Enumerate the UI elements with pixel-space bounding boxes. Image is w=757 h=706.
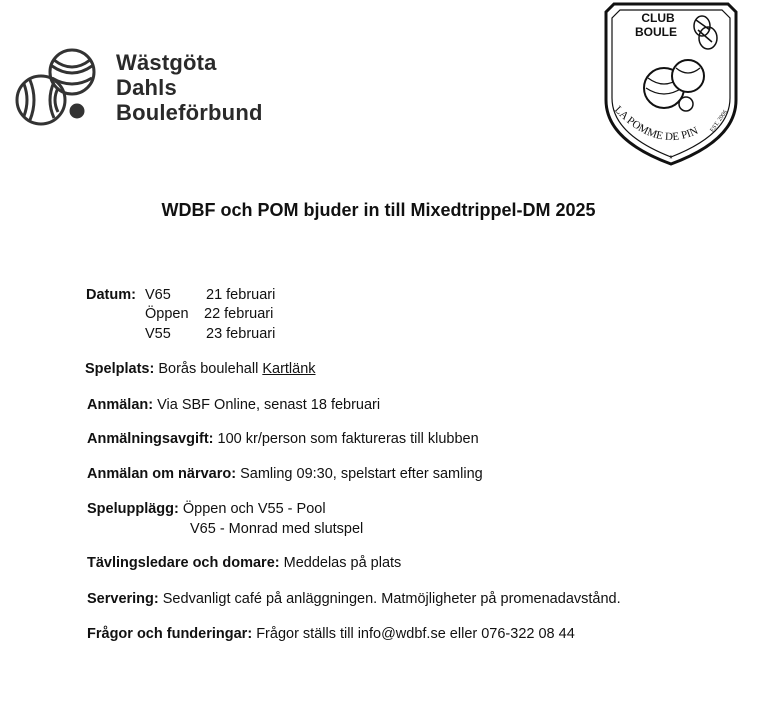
- club-logo: [600, 0, 742, 170]
- boule-balls-icon: [14, 44, 114, 130]
- org-name: [116, 50, 263, 125]
- wdbf-logo: [14, 44, 284, 130]
- narvaro-label: Anmälan om närvaro:: [87, 466, 237, 482]
- club-logo-est-text: EST. 2006: [709, 109, 729, 134]
- avgift-row: [87, 430, 479, 449]
- datum-label: Datum:: [86, 287, 136, 303]
- ledare-label: Tävlingsledare och domare:: [87, 555, 280, 571]
- org-name-line2: Dahls: [116, 75, 177, 100]
- avgift-value: 100 kr/person som faktureras till klubben: [217, 431, 479, 447]
- anmalan-row: [87, 396, 380, 415]
- club-logo-text-club: CLUB: [641, 11, 675, 25]
- fragor-value: Frågor ställs till info@wdbf.se eller 076-322 08 44: [256, 626, 575, 642]
- anmalan-label: Anmälan:: [87, 397, 154, 413]
- kartlank-link[interactable]: Kartlänk: [262, 361, 316, 377]
- servering-value: Sedvanligt café på anläggningen. Matmöjligheter på promenadavstånd.: [162, 591, 621, 607]
- upplagg-line1: Öppen och V55 - Pool: [182, 501, 326, 517]
- ledare-value: Meddelas på plats: [283, 555, 402, 571]
- upplagg-line2: V65 - Monrad med slutspel: [190, 521, 364, 537]
- upplagg-label: Spelupplägg:: [87, 501, 179, 517]
- star-icon: *: [669, 154, 673, 165]
- narvaro-row: [87, 465, 483, 484]
- spelplats-label: Spelplats:: [85, 361, 155, 377]
- page-title: WDBF och POM bjuder in till Mixedtrippel-DM 2025: [161, 200, 596, 220]
- spelplats-row: [85, 360, 316, 379]
- narvaro-value: Samling 09:30, spelstart efter samling: [240, 466, 483, 482]
- avgift-label: Anmälningsavgift:: [87, 431, 214, 447]
- servering-row: [87, 590, 621, 609]
- club-logo-text-boule: BOULE: [635, 25, 677, 39]
- datum-date-3: 23 februari: [206, 326, 276, 342]
- org-name-line3: Bouleförbund: [116, 100, 263, 125]
- org-name-line1: Wästgöta: [116, 50, 217, 75]
- ledare-row: [87, 554, 401, 573]
- datum-class-3: V55: [145, 326, 171, 342]
- anmalan-value: Via SBF Online, senast 18 februari: [157, 397, 381, 413]
- spelplats-value: Borås boulehall: [158, 361, 259, 377]
- club-shield-icon: [600, 0, 742, 170]
- datum-date-1: 21 februari: [206, 287, 276, 303]
- datum-date-2: 22 februari: [204, 306, 274, 322]
- servering-label: Servering:: [87, 591, 159, 607]
- club-logo-arc-text: LA POMME DE PIN: [611, 103, 701, 144]
- upplagg-row: [87, 500, 326, 519]
- fragor-label: Frågor och funderingar:: [87, 626, 253, 642]
- datum-class-1: V65: [145, 287, 171, 303]
- fragor-row: [87, 625, 575, 644]
- datum-class-2: Öppen: [145, 306, 189, 322]
